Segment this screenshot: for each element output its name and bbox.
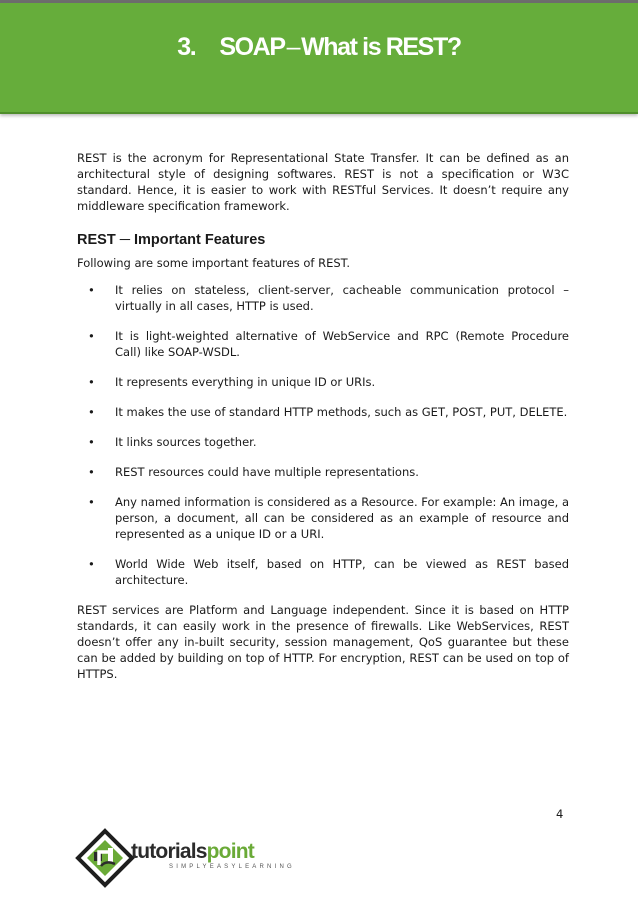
list-item-text: It represents everything in unique ID or URIs. [115,375,376,389]
list-item [77,494,569,542]
list-item-text: It makes the use of standard HTTP methods, such as GET, POST, PUT, DELETE. [115,405,568,419]
list-item [77,374,569,390]
logo-wordmark [131,840,254,864]
bullet-icon: • [88,435,95,449]
chapter-title [0,33,638,62]
chapter-title-main: SOAP [219,33,285,61]
tutorialspoint-diamond-logo-icon [75,828,135,888]
list-item-text: It is light-weighted alternative of WebService and RPC (Remote Procedure Call) like SOAP-WSDL. [115,329,569,359]
list-item-text: It links sources together. [115,435,257,449]
feature-list [77,282,569,588]
bullet-icon: • [88,405,95,419]
list-item [77,404,569,420]
list-item-text: Any named information is considered as a Resource. For example: An image, a person, a document, all can be considered as an example of resource and represented as a unique ID or a URI. [115,495,569,541]
logo-wordmark-part1: tutorials [131,840,207,863]
list-item-text: REST resources could have multiple representations. [115,465,419,479]
list-item-text: World Wide Web itself, based on HTTP, can be viewed as REST based architecture. [115,557,569,587]
page-number: 4 [556,807,564,821]
list-item [77,464,569,480]
list-item [77,556,569,588]
section-lead: Following are some important features of REST. [77,256,350,270]
chapter-title-sub: What is REST? [301,33,461,61]
section-heading: REST ─ Important Features [77,232,266,248]
bullet-icon: • [88,495,95,509]
bullet-icon: • [88,557,95,571]
bullet-icon: • [88,283,95,297]
bullet-icon: • [88,375,95,389]
list-item [77,328,569,360]
logo-wordmark-part2: point [206,840,254,863]
chapter-banner [0,3,638,114]
chapter-title-separator: – [286,33,300,61]
tutorialspoint-logo [75,828,295,888]
bullet-icon: • [88,329,95,343]
logo-tagline: SIMPLYEASYLEARNING [169,864,295,870]
intro-paragraph: REST is the acronym for Representational State Transfer. It can be defined as an architectural style of designing softwares. REST is not a specification or W3C standard. Hence, it is easier to work with RESTful Services. It doesn’t require any middleware specification framework. [77,151,569,213]
closing-paragraph: REST services are Platform and Language independent. Since it is based on HTTP standards, it can easily work in the presence of firewalls. Like WebServices, REST doesn’t offer any in-built security, session management, QoS guarantee but these can be added by building on top of HTTP. For encryption, REST can be used on top of HTTPS. [77,603,569,681]
list-item [77,434,569,450]
bullet-icon: • [88,465,95,479]
chapter-number: 3. [177,33,196,61]
list-item [77,282,569,314]
page-content [77,150,569,682]
list-item-text: It relies on stateless, client-server, cacheable communication protocol – virtually in all cases, HTTP is used. [115,283,569,313]
